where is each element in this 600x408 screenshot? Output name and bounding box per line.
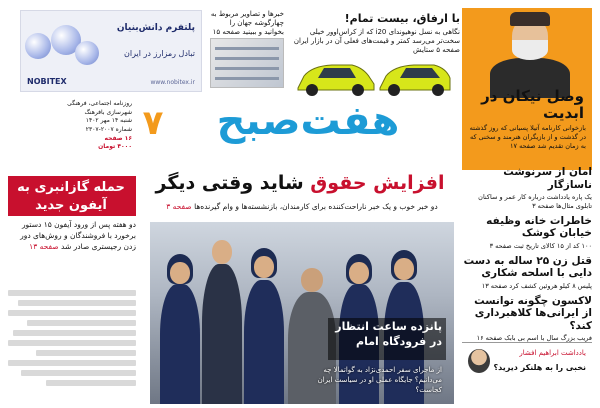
photo-caption: پانزده ساعت انتظار در فرودگاه امام [335, 320, 442, 348]
issue-info [50, 100, 132, 152]
left-headline: حمله گازانبری به آیفون جدید [17, 180, 125, 213]
left-story-text: دو هفته پس از ورود آیفون ۱۵ دستور برخورد با فروشندگان و روش‌های دور زدن رجیستری صادر شد [20, 220, 136, 251]
masthead[interactable] [138, 96, 458, 146]
main-sub-text: دو خبر خوب و یک خبر ناراحت‌کننده برای کارمندان، بازنشسته‌ها و وام گیرنده‌ها [194, 202, 438, 211]
crypto-coins-icon [25, 25, 103, 69]
person-figure [202, 234, 242, 404]
issue-number: شماره ۲۰۰۷-۲۳۰۷ [85, 126, 132, 134]
main-sub-page: صفحه ۳ [166, 202, 192, 211]
ad-title: پلتفرم دانش‌بنیان [116, 23, 195, 33]
car-teaser-title: با ارفاق، بیست تمام! [344, 12, 460, 25]
right-story-title: قتل زن ۲۵ ساله به دست دایی با اسلحه شکاری [463, 254, 592, 280]
right-story-title: امان از سرنوشت ناسازگار [503, 166, 592, 191]
ad-subtitle: تبادل رمزارز در ایران [124, 49, 195, 58]
car-teaser-text: نگاهی به نسل نوهیوندای i20 که از کراس‌اوور خیلی سخت‌تر می‌رسد کمتر و قیمت‌های فعلی آن در بازار ایران صفحه ۵ ستایش [293, 28, 460, 55]
right-story-text: فریب بزرگ سال با اسم بی بابک صفحه ۱۶ [476, 334, 592, 343]
issue-line: روزنامه اجتماعی، فرهنگی [67, 100, 132, 107]
portrait-photo [482, 8, 578, 94]
right-story-text: پلیس ۸ کیلو هروئین کشف کرد صفحه ۱۳ [481, 281, 592, 290]
obituary-title: وصل نیکان در ابدیت [481, 87, 584, 122]
left-column-filler [8, 290, 136, 400]
ad-url[interactable]: www.nobitex.ir [150, 79, 195, 86]
person-figure [242, 248, 286, 404]
right-story-title: لاکسون چگونه توانست از ایرانی‌ها کلاهبرداری کند؟ [474, 294, 592, 332]
left-story-page: صفحه ۱۳ [29, 241, 59, 251]
main-headline-red: افزایش حقوق [310, 172, 445, 194]
ad-logo: NOBITEX [27, 77, 67, 86]
masthead-logo: هفت‌صبح [216, 98, 400, 144]
main-headline-black: شاید وقتی دیگر [155, 172, 304, 194]
main-headline[interactable] [150, 172, 450, 194]
right-story[interactable] [462, 295, 592, 344]
right-story-text: ۱۰۰ کد از ۱۵ کالای تاریخ ثبت صفحه ۳ [489, 241, 592, 250]
right-column [462, 166, 592, 406]
main-photo[interactable] [150, 222, 454, 404]
masthead-logo-number: ۷ [142, 103, 164, 143]
main-subheadline [150, 202, 454, 211]
photo-caption-box [328, 318, 446, 360]
writer-name: یادداشت ابراهیم افشار [519, 349, 586, 357]
person-figure [158, 254, 202, 404]
writer-avatar [468, 349, 490, 373]
car-teaser[interactable] [290, 8, 460, 98]
issue-pages: ۱۶ صفحه [104, 134, 132, 142]
issue-price: ۴۰۰۰ تومان [98, 143, 132, 151]
teaser-mid[interactable] [210, 10, 284, 90]
obituary-box[interactable] [462, 8, 592, 170]
left-headline-box[interactable] [8, 176, 136, 216]
right-story-title: خاطرات خانه وظیفه خیابان کوشک [486, 214, 592, 240]
left-story[interactable] [8, 220, 136, 253]
ad-banner[interactable] [20, 10, 202, 92]
writer-box[interactable] [462, 342, 592, 404]
issue-date: شنبه ۱۴ مهر ۱۴۰۲ [85, 117, 132, 125]
right-story[interactable] [462, 166, 592, 211]
right-story[interactable] [462, 215, 592, 251]
issue-line: شهرسازی بافرهنگ [84, 108, 132, 116]
right-story[interactable] [462, 255, 592, 291]
right-story-text: یک پاره یادداشت درباره کار عمر و ساکنان تابلوی مثال‌ها صفحه ۳ [478, 193, 592, 210]
car-image [294, 54, 452, 98]
writer-question: نخبی را به هلنکر دیرید؟ [493, 363, 586, 372]
obituary-text: بازخوانی کارنامه آتیلا پسیانی که روز گذشته در گذشت و از بازیگران هنرمند و سخنی که به زمان تقدیم شد صفحه ۱۷ [469, 124, 586, 150]
photo-caption-sub: از ماجرای سفر احمدی‌نژاد به گواتمالا چه می‌دانیم؟ جایگاه عملی او در سیاست ایران کجاست؟ [317, 366, 442, 394]
teaser-mid-text: خبرها و تصاویر مربوط به چهارگوشه جهان را بخوانید و ببینید صفحه ۱۵ [210, 10, 284, 37]
teaser-mid-image [210, 38, 284, 88]
